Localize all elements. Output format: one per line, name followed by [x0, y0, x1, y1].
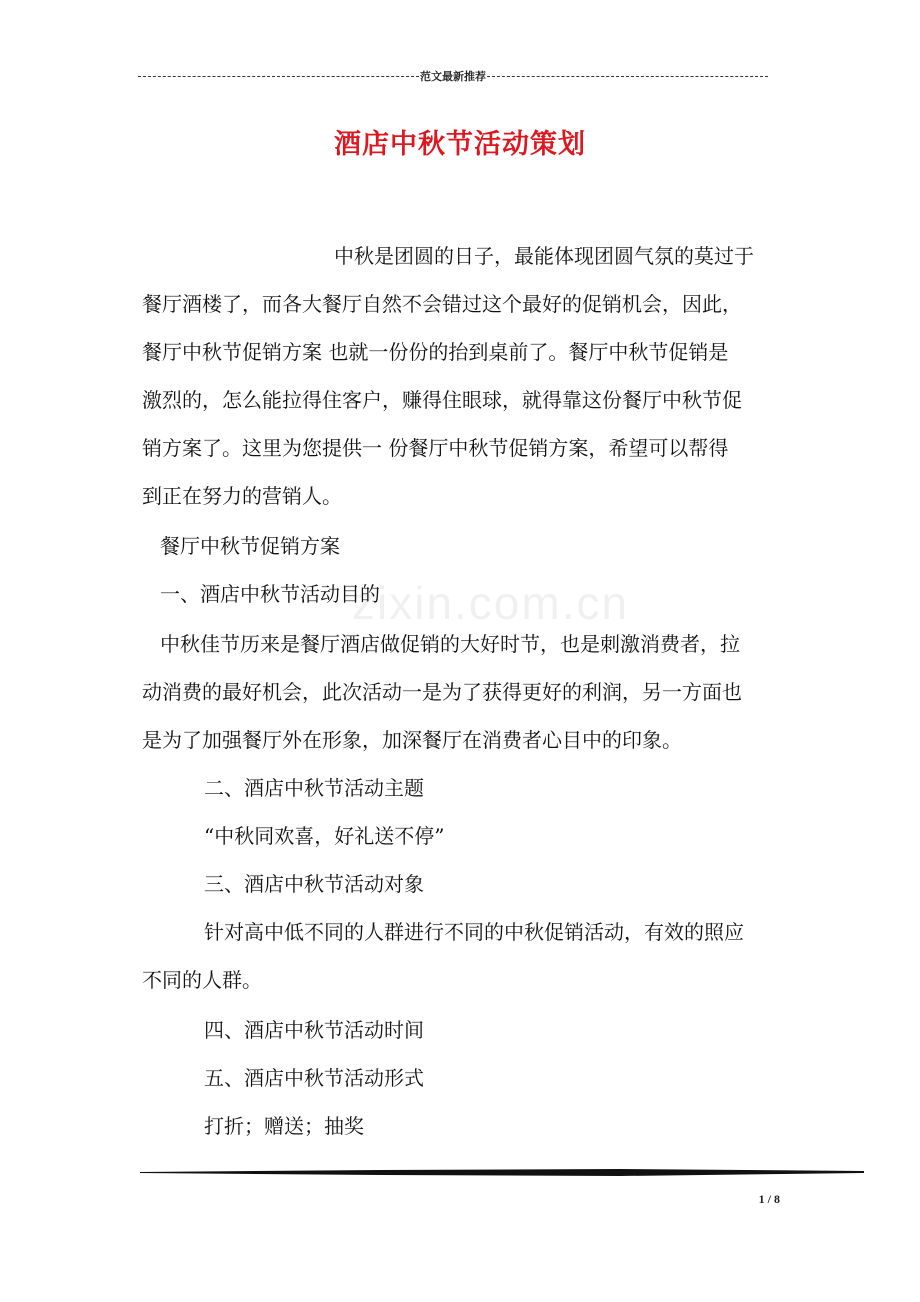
document-title: 酒店中秋节活动策划	[334, 129, 586, 160]
section2-heading: 二、酒店中秋节活动主题	[204, 776, 424, 800]
section4-heading: 四、酒店中秋节活动时间	[204, 1018, 424, 1042]
intro-line-5: 销方案了。这里为您提供一 份餐厅中秋节促销方案，希望可以帮得	[142, 436, 729, 460]
section1-line-3: 是为了加强餐厅外在形象，加深餐厅在消费者心目中的印象。	[142, 728, 682, 752]
header-label: 范文最新推荐	[420, 71, 486, 83]
intro-line-2: 餐厅酒楼了，而各大餐厅自然不会错过这个最好的促销机会，因此，	[142, 292, 742, 316]
section5-content: 打折；赠送；抽奖	[204, 1114, 364, 1138]
section1-line-2: 动消费的最好机会，此次活动一是为了获得更好的利润，另一方面也	[142, 680, 742, 704]
page-number: 1 / 8	[758, 1192, 780, 1206]
intro-line-3: 餐厅中秋节促销方案 也就一份份的抬到桌前了。餐厅中秋节促销是	[142, 340, 729, 364]
footer-rule	[140, 1166, 864, 1178]
header-dash-left	[138, 76, 419, 77]
plan-title: 餐厅中秋节促销方案	[160, 534, 340, 558]
page-header	[138, 68, 768, 84]
section1-heading: 一、酒店中秋节活动目的	[160, 582, 380, 606]
footer-rule-shape	[140, 1169, 864, 1176]
section5-heading: 五、酒店中秋节活动形式	[204, 1066, 424, 1090]
section1-line-1: 中秋佳节历来是餐厅酒店做促销的大好时节，也是刺激消费者，拉	[160, 632, 740, 656]
intro-line-4: 激烈的，怎么能拉得住客户，赚得住眼球，就得靠这份餐厅中秋节促	[142, 388, 742, 412]
watermark: zixin.com.cn	[352, 577, 630, 629]
header-dash-right	[487, 76, 768, 77]
section3-heading: 三、酒店中秋节活动对象	[204, 872, 424, 896]
intro-line-1: 中秋是团圆的日子，最能体现团圆气氛的莫过于	[334, 244, 754, 268]
section3-line-1: 针对高中低不同的人群进行不同的中秋促销活动，有效的照应	[204, 920, 744, 944]
intro-line-6: 到正在努力的营销人。	[142, 484, 342, 508]
section2-content: “中秋同欢喜，好礼送不停”	[204, 824, 445, 848]
section3-line-2: 不同的人群。	[142, 968, 262, 992]
